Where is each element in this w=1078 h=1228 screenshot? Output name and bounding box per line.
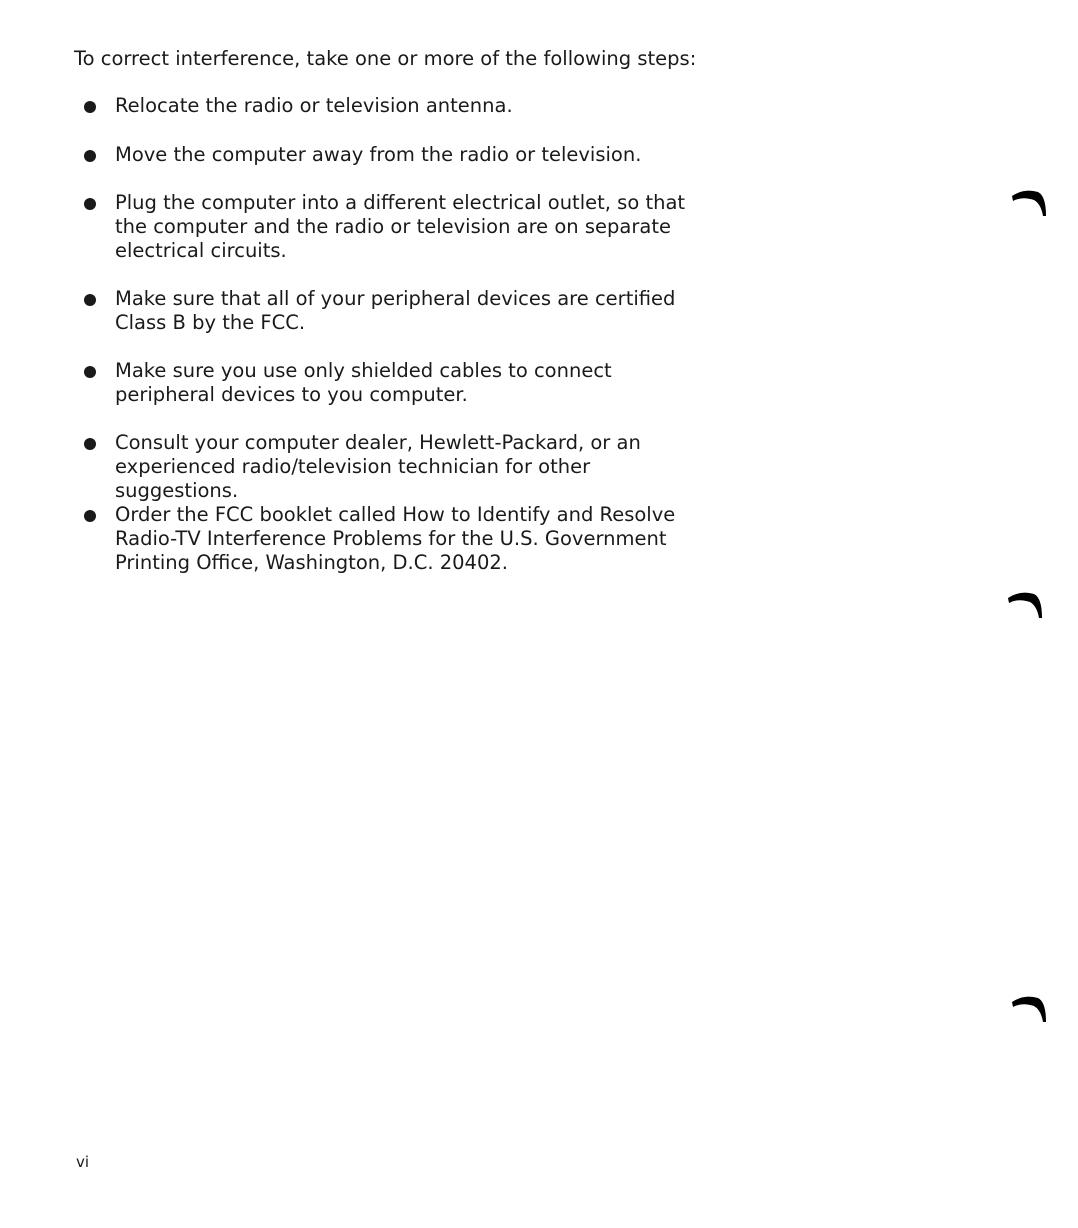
bullet-icon	[84, 438, 96, 450]
step-text: Move the computer away from the radio or television.	[115, 143, 642, 166]
step-text: Relocate the radio or television antenna.	[115, 94, 513, 117]
step-text: Consult your computer dealer, Hewlett-Packard, or an experienced radio/television technician for other suggestions.	[115, 431, 641, 503]
bullet-icon	[84, 150, 96, 162]
bullet-icon	[84, 510, 96, 522]
binder-mark-icon	[1010, 188, 1050, 218]
page-number: vi	[76, 1153, 90, 1171]
binder-mark-icon	[1010, 994, 1050, 1024]
step-text: Order the FCC booklet called How to Identify and Resolve Radio-TV Interference Problems for the U.S. Government Printing Office, Washington, D.C. 20402.	[115, 503, 676, 575]
intro-paragraph: To correct interference, take one or more of the following steps:	[74, 47, 697, 70]
step-text: Make sure you use only shielded cables to connect peripheral devices to you computer.	[115, 359, 612, 407]
bullet-icon	[84, 198, 96, 210]
binder-mark-icon	[1006, 590, 1046, 620]
step-text: Plug the computer into a different electrical outlet, so that the computer and the radio or television are on separate electrical circuits.	[115, 191, 686, 263]
bullet-icon	[84, 366, 96, 378]
bullet-icon	[84, 101, 96, 113]
bullet-icon	[84, 294, 96, 306]
step-text: Make sure that all of your peripheral devices are certified Class B by the FCC.	[115, 287, 676, 335]
